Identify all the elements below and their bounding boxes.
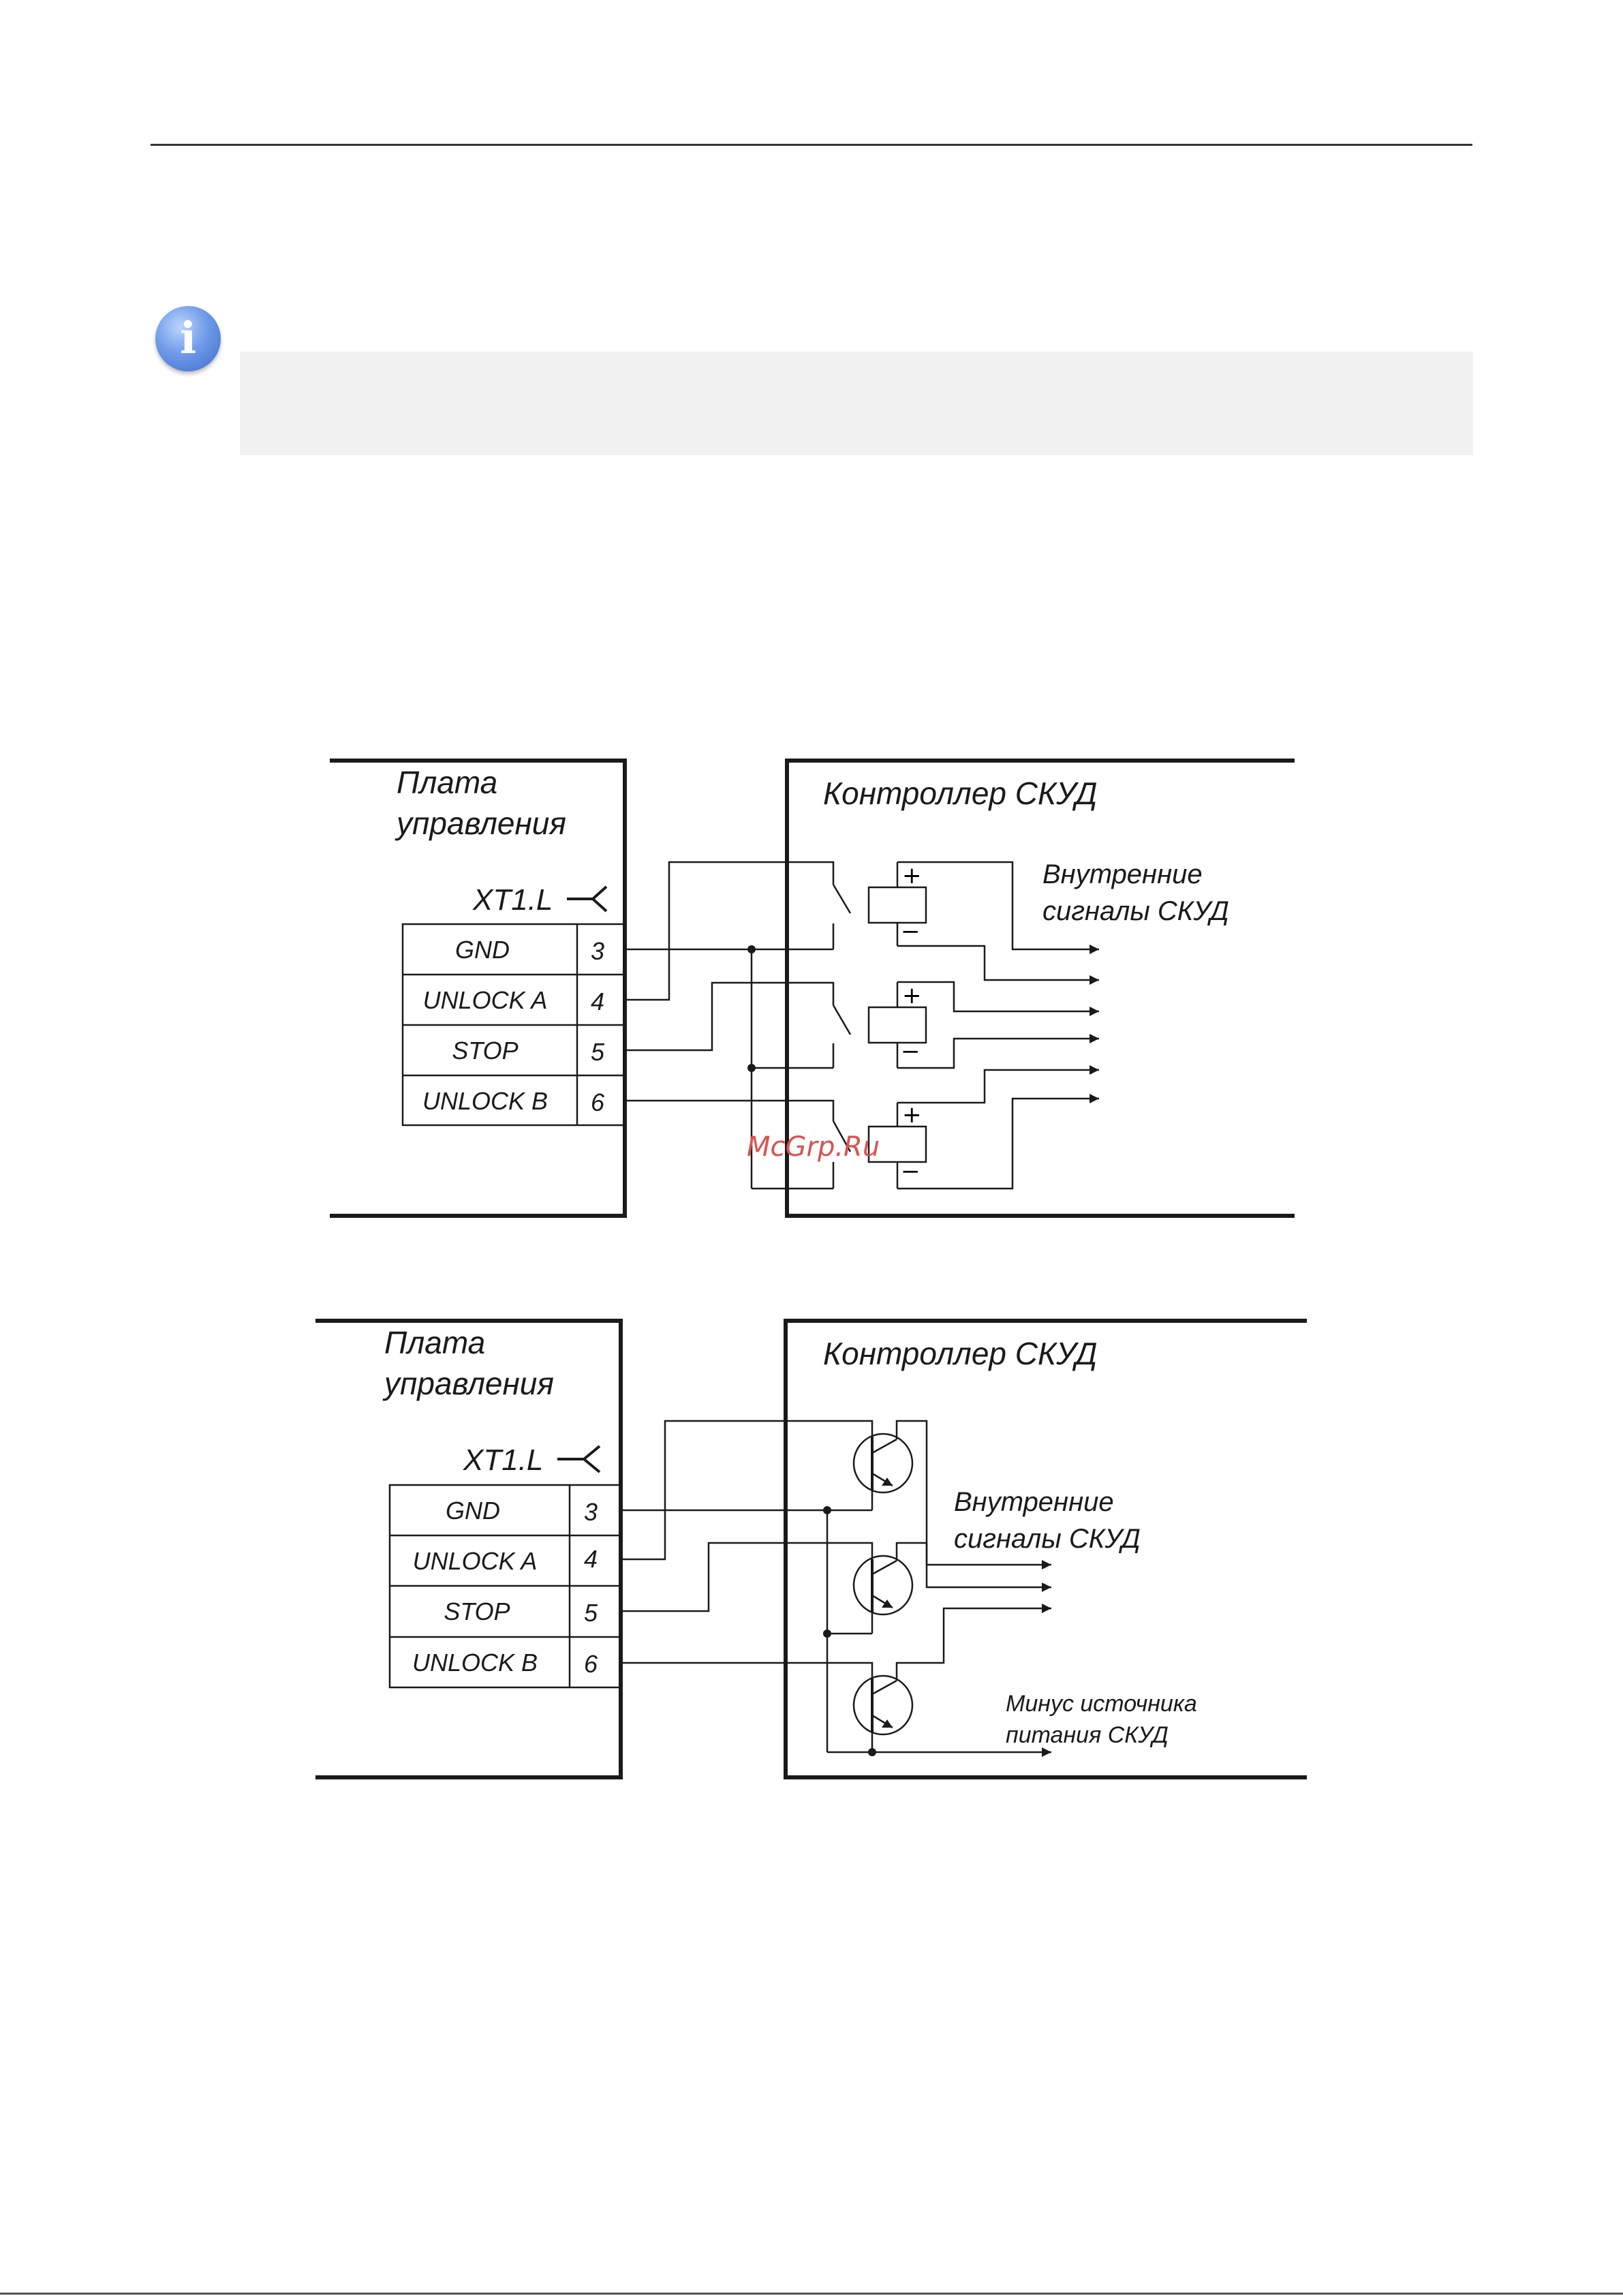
pin-num-5: 5 [590, 1038, 605, 1066]
board-title-line2: управления [397, 806, 566, 841]
connector-symbol-icon [567, 887, 606, 911]
board-title-line1: Плата [384, 1325, 486, 1360]
emitter-arrow-icon [882, 1599, 893, 1608]
pin-num-3: 3 [583, 1498, 598, 1526]
pin-name-unlock-a: UNLOCK A [412, 1547, 538, 1575]
junction-dot [868, 1748, 876, 1756]
minus-supply-label-line2: питания СКУД [1006, 1722, 1169, 1748]
coil-plus: + [902, 982, 922, 1009]
info-icon: i [155, 306, 221, 371]
coil-plus: + [902, 1101, 922, 1129]
pin-num-6: 6 [583, 1650, 598, 1678]
watermark: McGrp.Ru [747, 1131, 880, 1163]
coil-plus: + [902, 862, 922, 889]
junction-dot [747, 945, 756, 953]
junction-dot [823, 1629, 831, 1638]
connector-label: XT1.L [463, 1443, 544, 1477]
coil-minus: − [901, 1038, 921, 1065]
junction-dot [823, 1506, 831, 1514]
controller-title: Контроллер СКУД [823, 1336, 1098, 1371]
pin-name-stop: STOP [444, 1597, 510, 1625]
junction-dot [747, 1064, 756, 1072]
board-title-line2: управления [384, 1366, 554, 1401]
coil-minus: − [901, 1158, 921, 1185]
signals-label-line1: Внутренние [954, 1487, 1114, 1517]
pin-name-gnd: GND [455, 936, 510, 964]
coil-minus: − [901, 918, 921, 945]
footer-rule [0, 2293, 1623, 2295]
controller-title: Контроллер СКУД [823, 776, 1098, 811]
emitter-arrow-icon [882, 1719, 893, 1728]
pin-name-gnd: GND [446, 1497, 500, 1525]
pin-name-unlock-a: UNLOCK A [422, 986, 548, 1014]
pin-name-unlock-b: UNLOCK B [412, 1649, 538, 1677]
connector-symbol-icon [557, 1446, 600, 1472]
signals-label-line2: сигналы СКУД [954, 1524, 1141, 1554]
pin-name-stop: STOP [452, 1037, 519, 1065]
minus-supply-label-line1: Минус источника [1006, 1691, 1197, 1717]
board-title-line1: Плата [397, 765, 498, 800]
pin-name-unlock-b: UNLOCK B [422, 1087, 548, 1115]
pin-num-5: 5 [583, 1599, 598, 1627]
pin-num-3: 3 [590, 937, 605, 965]
emitter-arrow-icon [882, 1478, 893, 1486]
wires [621, 1421, 1051, 1752]
pin-num-4: 4 [583, 1545, 598, 1573]
signals-label-line2: сигналы СКУД [1042, 896, 1229, 926]
pin-num-6: 6 [590, 1088, 605, 1116]
signals-label-line1: Внутренние [1042, 859, 1203, 889]
connector-label: XT1.L [473, 883, 553, 917]
pin-num-4: 4 [590, 988, 605, 1015]
